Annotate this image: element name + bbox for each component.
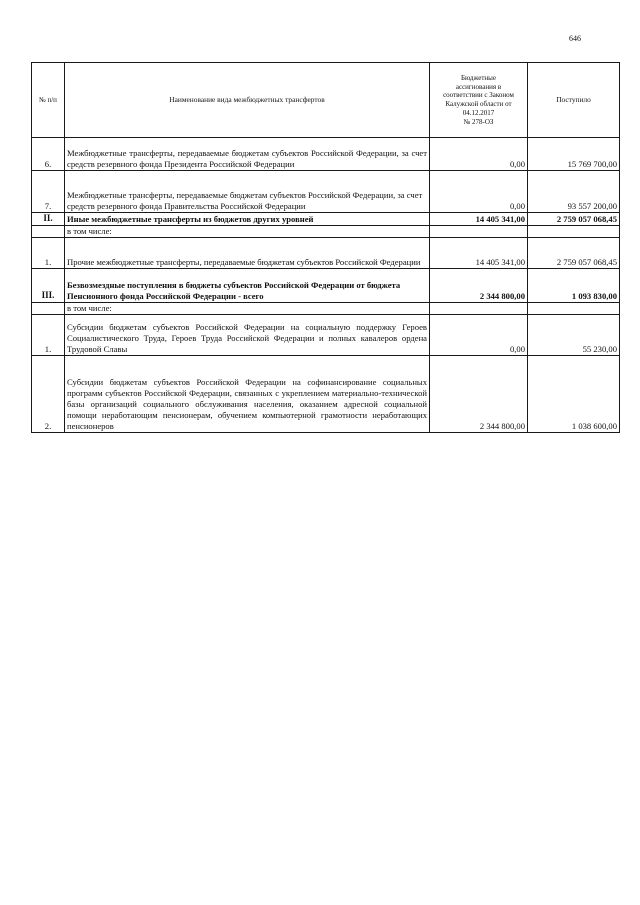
table-row bbox=[32, 269, 620, 303]
row-budget: 0,00 bbox=[430, 171, 528, 213]
row-num bbox=[32, 226, 65, 238]
row-name: в том числе: bbox=[65, 303, 430, 315]
table-row bbox=[32, 315, 620, 356]
transfers-table bbox=[31, 62, 620, 433]
row-budget: 2 344 800,00 bbox=[430, 356, 528, 433]
row-num: III. bbox=[32, 269, 65, 303]
row-num: 6. bbox=[32, 138, 65, 171]
row-received: 1 038 600,00 bbox=[528, 356, 620, 433]
row-budget bbox=[430, 303, 528, 315]
row-budget: 0,00 bbox=[430, 315, 528, 356]
row-received: 2 759 057 068,45 bbox=[528, 213, 620, 226]
header-num: № п/п bbox=[32, 63, 65, 138]
row-num: 1. bbox=[32, 238, 65, 269]
row-received bbox=[528, 226, 620, 238]
header-budget: Бюджетные ассигнования в соответствии с Законом Калужской области от 04.12.2017 № 278-ОЗ bbox=[430, 63, 528, 138]
page-number: 646 bbox=[569, 34, 581, 43]
row-received bbox=[528, 303, 620, 315]
header-received: Поступило bbox=[528, 63, 620, 138]
row-received: 1 093 830,00 bbox=[528, 269, 620, 303]
table-row bbox=[32, 213, 620, 226]
table-header-row bbox=[32, 63, 620, 138]
row-name: Безвозмездные поступления в бюджеты субъектов Российской Федерации от бюджета Пенсионного фонда Российской Федерации - всего bbox=[65, 269, 430, 303]
row-num: 2. bbox=[32, 356, 65, 433]
table-row bbox=[32, 226, 620, 238]
table-row bbox=[32, 171, 620, 213]
row-name: Прочие межбюджетные трансферты, передаваемые бюджетам субъектов Российской Федерации bbox=[65, 238, 430, 269]
row-num: 1. bbox=[32, 315, 65, 356]
row-received: 2 759 057 068,45 bbox=[528, 238, 620, 269]
row-budget: 2 344 800,00 bbox=[430, 269, 528, 303]
table-row bbox=[32, 356, 620, 433]
row-received: 15 769 700,00 bbox=[528, 138, 620, 171]
row-name: Межбюджетные трансферты, передаваемые бюджетам субъектов Российской Федерации, за счет средств резервного фонда Правительства Российской Федерации bbox=[65, 171, 430, 213]
row-num bbox=[32, 303, 65, 315]
table-row bbox=[32, 303, 620, 315]
row-name: Иные межбюджетные трансферты из бюджетов других уровней bbox=[65, 213, 430, 226]
row-num: 7. bbox=[32, 171, 65, 213]
row-name: Субсидии бюджетам субъектов Российской Федерации на софинансирование социальных программ субъектов Российской Федерации, связанных с укреплением материально-технической базы организаций социального обслуживания населения, оказанием адресной социальной помощи неработающим пенсионерам, обучением компьютерной грамотности неработающих пенсионеров bbox=[65, 356, 430, 433]
table-row bbox=[32, 138, 620, 171]
row-budget: 0,00 bbox=[430, 138, 528, 171]
row-name: Субсидии бюджетам субъектов Российской Федерации на социальную поддержку Героев Социалистического Труда, Героев Труда Российской Федерации и полных кавалеров ордена Трудовой Славы bbox=[65, 315, 430, 356]
row-budget bbox=[430, 226, 528, 238]
row-budget: 14 405 341,00 bbox=[430, 213, 528, 226]
table-row bbox=[32, 238, 620, 269]
header-name: Наименование вида межбюджетных трансфертов bbox=[65, 63, 430, 138]
row-budget: 14 405 341,00 bbox=[430, 238, 528, 269]
row-received: 93 557 200,00 bbox=[528, 171, 620, 213]
row-received: 55 230,00 bbox=[528, 315, 620, 356]
row-name: в том числе: bbox=[65, 226, 430, 238]
row-num: II. bbox=[32, 213, 65, 226]
row-name: Межбюджетные трансферты, передаваемые бюджетам субъектов Российской Федерации, за счет средств резервного фонда Президента Российской Федерации bbox=[65, 138, 430, 171]
